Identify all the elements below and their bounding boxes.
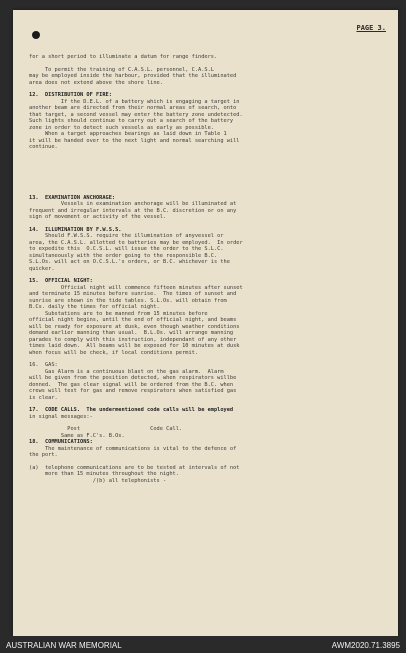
text-line: more than 15 minutes throughout the night.: [29, 471, 179, 477]
text-line: and terminate 15 minutes before sunrise. The times of sunset and: [29, 291, 237, 297]
text-line: When a target approaches bearings as laid down in Table 1: [29, 131, 227, 137]
document-body: [29, 54, 384, 484]
text-line: when focus will be check, if local conditions permit.: [29, 349, 199, 356]
text-line: for a short period to illuminate a datum for range finders.: [29, 54, 218, 60]
footer-accession-number: AWM2020.71.3895: [331, 641, 400, 650]
text-line: parades to comply with this instruction, independant of any other: [29, 336, 237, 343]
text-line: simultaneously with the order going to the responsible B.C.: [29, 252, 218, 259]
footer-bar: [0, 636, 406, 653]
text-line: /(b) all telephonists -: [29, 477, 167, 484]
text-line: If the D.E.L. of a battery which is engaging a target in: [29, 98, 240, 105]
text-line: (a) telephone communications are to be tested at intervals of not: [29, 464, 240, 471]
text-line: Should F.W.S.S. require the illumination of anyvessel or: [29, 233, 224, 239]
text-line: Such lights should continue to carry out a search of the battery: [29, 118, 234, 124]
text-line: it will be handed over to the next light and normal searching will: [29, 137, 240, 144]
text-line: may be employed inside the harbour, provided that the illuminated: [29, 73, 237, 79]
text-line: to expedite this O.C.S.L. will issue the order to the S.L.C.: [29, 246, 224, 252]
text-line: will be ready for exposure at dusk, even though weather conditions: [29, 323, 240, 330]
text-line: The maintenance of communications is vital to the defence of: [29, 445, 237, 452]
text-line: 18. COMMUNICATIONS:: [29, 439, 93, 445]
text-line: quicker.: [29, 265, 55, 272]
text-line: official night begins, until the end of official night, and beams: [29, 317, 237, 323]
text-line: Substations are to be manned from 15 minutes before: [29, 310, 208, 317]
text-line: times laid down. All beams will be exposed for 10 minutes at dusk: [29, 343, 240, 349]
text-line: Vessels in examination anchorage will be illuminated at: [29, 201, 237, 207]
text-line: Post Code Call.: [29, 426, 183, 432]
text-line: B.Cs. daily the times for official night.: [29, 304, 160, 310]
text-line: Same as F.C's. B.Os.: [29, 432, 125, 439]
text-line: 17. CODE CALLS. The undermentioned code calls will be employed: [29, 407, 234, 413]
text-line: the port.: [29, 452, 58, 458]
text-line: is clear.: [29, 394, 58, 401]
text-line: another beam are directed from their normal areas of search, onto: [29, 105, 237, 111]
text-line: zone in order to detect such vessels as early as possible.: [29, 124, 214, 131]
text-line: sign of movement or activity of the vessel.: [29, 214, 167, 220]
text-line: demand earlier manning than usual. B.L.Os. will arrange manning: [29, 330, 234, 336]
text-line: 13. EXAMINATION ANCHORAGE:: [29, 194, 116, 201]
text-line: area, the C.A.S.L. allotted to batteries may be employed. In order: [29, 239, 243, 246]
text-line: in signal messages:-: [29, 413, 93, 420]
section-spacer: [29, 151, 384, 195]
text-line: donned. The gas clear signal will be ordered from the B.C. when: [29, 381, 234, 388]
text-line: 14. ILLUMINATION BY F.W.S.S.: [29, 226, 122, 233]
page-number: PAGE 3.: [356, 24, 386, 32]
text-line: will be given from the position detected, when respirators willbe: [29, 375, 237, 381]
text-line: 12. DISTRIBUTION OF FIRE:: [29, 92, 112, 98]
text-line: Official night will commence fifteen minutes after sunset: [29, 284, 243, 291]
text-line: crews will test for gas and remove respirators when satisfied gas: [29, 388, 237, 394]
text-line: Gas Alarm is a continuous blast on the gas alarm. Alarm: [29, 368, 224, 375]
text-line: frequent and irregular intervals at the B.C. discretion or on any: [29, 207, 237, 214]
text-line: 16. GAS:: [29, 362, 58, 368]
text-line: continue.: [29, 144, 58, 150]
document-page: [13, 10, 398, 636]
text-line: that target, a second vessel may enter the battery zone undetected.: [29, 111, 243, 118]
punch-hole: [32, 31, 40, 39]
text-line: area does not extend above the shore line.: [29, 79, 163, 86]
text-line: To permit the training of C.A.S.L. personnel, C.A.S.L: [29, 66, 214, 73]
text-line: sunrise are shown in the tide tables. S.L.Os. will obtain from: [29, 297, 227, 304]
text-line: S.L.Os. will act on O.C.S.L.'s orders, or B.C. whichever is the: [29, 259, 230, 265]
text-line: 15. OFFICIAL NIGHT:: [29, 278, 93, 284]
footer-institution: AUSTRALIAN WAR MEMORIAL: [6, 641, 122, 650]
